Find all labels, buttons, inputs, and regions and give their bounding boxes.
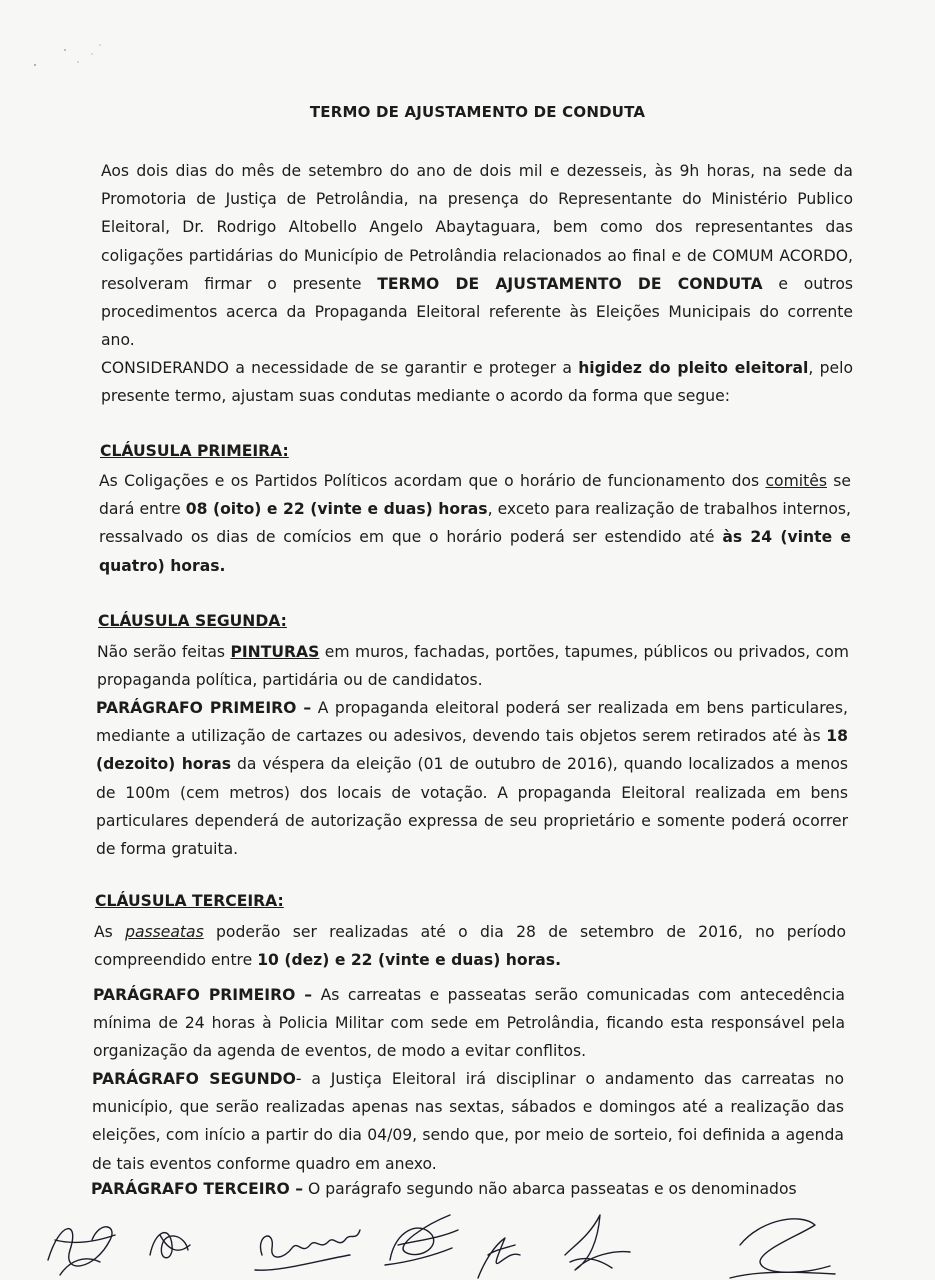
signature-5 [478,1238,520,1278]
signature-3 [255,1230,360,1270]
signature-7 [730,1219,835,1278]
clausula-segunda-paragrafo-primeiro: PARÁGRAFO PRIMEIRO – A propaganda eleitoral poderá ser realizada em bens particulares, mediante a utilização de cartazes ou adesivos, devendo tais objetos serem retirados até às 18 (dezoito) horas da véspera da eleição (01 de outubro de 2016), quando localizados a menos de 100m (cem metros) dos locais de votação. A propaganda Eleitoral realizada em bens particulares dependerá de autorização expressa de seu proprietário e somente poderá ocorrer de forma gratuita. [96,699,848,859]
signature-4 [385,1215,458,1265]
scan-specks [30,40,120,80]
considerando-paragraph: CONSIDERANDO a necessidade de se garantir e proteger a higidez do pleito eleitoral, pelo presente termo, ajustam suas condutas mediante o acordo da forma que segue: [101,359,853,406]
signature-1 [48,1227,115,1275]
clausula-terceira-paragrafo-primeiro: PARÁGRAFO PRIMEIRO – As carreatas e passeatas serão comunicadas com antecedência mínima de 24 horas à Policia Militar com sede em Petrolândia, ficando esta responsável pela organização da agenda de eventos, de modo a evitar conflitos. [93,986,845,1061]
clausula-primeira-heading: CLÁUSULA PRIMEIRA: [100,442,289,460]
document-title: TERMO DE AJUSTAMENTO DE CONDUTA [309,103,646,121]
clausula-terceira-paragrafo-segundo: PARÁGRAFO SEGUNDO- a Justiça Eleitoral irá disciplinar o andamento das carreatas no município, que serão realizadas apenas nas sextas, sábados e domingos até a realização das eleições, com início a partir do dia 04/09, sendo que, por meio de sorteio, foi definida a agenda de tais eventos conforme quadro em anexo. [92,1070,845,1173]
intro-paragraph: Aos dois dias do mês de setembro do ano de dois mil e dezesseis, às 9h horas, na sede da Promotoria de Justiça de Petrolândia, na presença do Representante do Ministério Publico Eleitoral, Dr. Rodrigo Altobello Angelo Abaytaguara, bem como dos representantes das coligações partidárias do Município de Petrolândia relacionados ao final e de COMUM ACORDO, resolveram firmar o presente TERMO DE AJUSTAMENTO DE CONDUTA e outros procedimentos acerca da Propaganda Eleitoral referente às Eleições Municipais do corrente ano. [101,162,854,350]
clausula-terceira-paragrafo-terceiro: PARÁGRAFO TERCEIRO – O parágrafo segundo não abarca passeatas e os denominados [91,1180,797,1198]
signature-6 [565,1215,630,1270]
clausula-primeira-text: As Coligações e os Partidos Políticos acordam que o horário de funcionamento dos comitês se dará entre 08 (oito) e 22 (vinte e duas) horas, exceto para realização de trabalhos internos, ressalvado os dias de comícios em que o horário poderá ser estendido até às 24 (vinte e quatro) horas. [99,472,852,575]
clausula-terceira-heading: CLÁUSULA TERCEIRA: [95,892,284,910]
clausula-terceira-text: As passeatas poderão ser realizadas até o dia 28 de setembro de 2016, no período compreendido entre 10 (dez) e 22 (vinte e duas) horas. [94,923,847,970]
clausula-segunda-heading: CLÁUSULA SEGUNDA: [98,612,287,630]
signatures [0,1200,935,1280]
signature-2 [150,1233,190,1258]
clausula-segunda-text: Não serão feitas PINTURAS em muros, fachadas, portões, tapumes, públicos ou privados, com propaganda política, partidária ou de candidatos. [97,643,849,690]
